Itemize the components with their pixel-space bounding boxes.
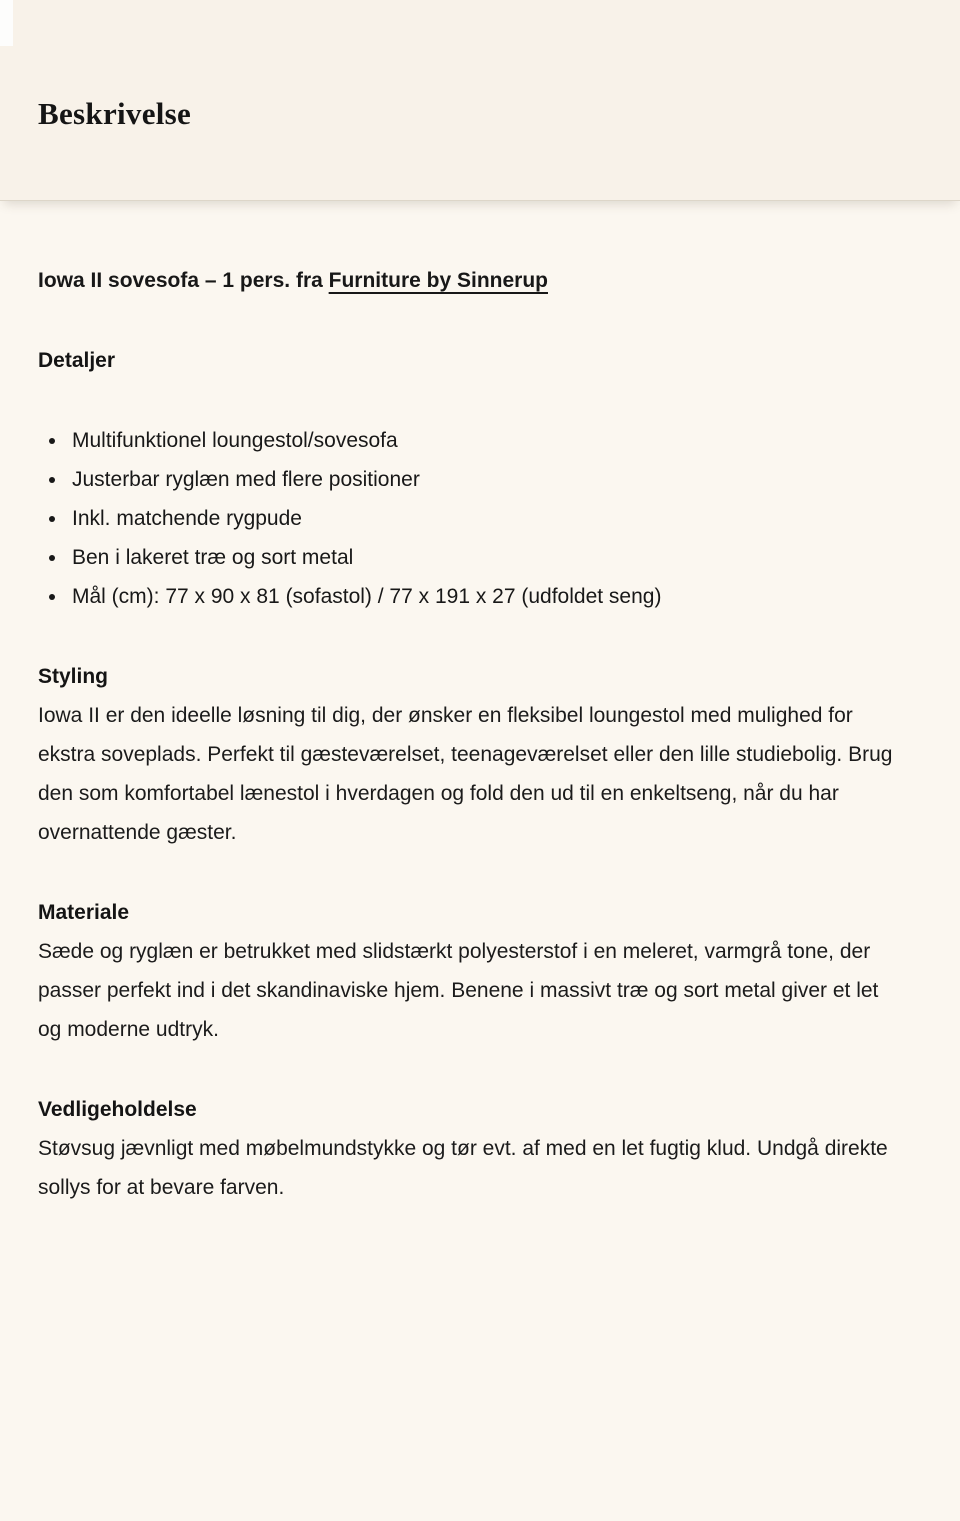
list-item: • Multifunktionel loungestol/sovesofa	[68, 421, 898, 460]
corner-notch	[0, 0, 13, 46]
maintenance-heading: Vedligeholdelse	[38, 1098, 197, 1121]
page-title: Beskrivelse	[38, 96, 192, 131]
list-item: • Mål (cm): 77 x 90 x 81 (sofastol) / 77 x 191 x 27 (udfoldet seng)	[68, 577, 898, 616]
list-item: • Ben i lakeret træ og sort metal	[68, 538, 898, 577]
product-title-text: Iowa II sovesofa – 1 pers. fra	[38, 269, 329, 292]
page-header	[0, 0, 960, 201]
material-paragraph: Sæde og ryglæn er betrukket med slidstærkt polyesterstof i en meleret, varmgrå tone, der passer perfekt ind i det skandinaviske hjem. Benene i massivt træ og sort metal giver et let og moderne udtryk.	[38, 940, 879, 1041]
details-heading: Detaljer	[38, 349, 116, 372]
details-list	[38, 421, 898, 616]
description-content	[0, 261, 960, 1207]
list-item: • Justerbar ryglæn med flere positioner	[68, 460, 898, 499]
list-item: • Inkl. matchende rygpude	[68, 499, 898, 538]
styling-paragraph: Iowa II er den ideelle løsning til dig, der ønsker en fleksibel loungestol med mulighed for ekstra soveplads. Perfekt til gæsteværelset, teenageværelset eller den lille studiebolig. Brug den som komfortabel lænestol i hverdagen og fold den ud til en enkeltseng, når du har overnattende gæster.	[38, 704, 893, 844]
maintenance-paragraph: Støvsug jævnligt med møbelmundstykke og tør evt. af med en let fugtig klud. Undgå direkte sollys for at bevare farven.	[38, 1137, 888, 1199]
material-heading: Materiale	[38, 901, 130, 924]
brand-link[interactable]: Furniture by Sinnerup	[328, 269, 548, 292]
styling-heading: Styling	[38, 665, 109, 688]
product-title	[38, 261, 898, 300]
